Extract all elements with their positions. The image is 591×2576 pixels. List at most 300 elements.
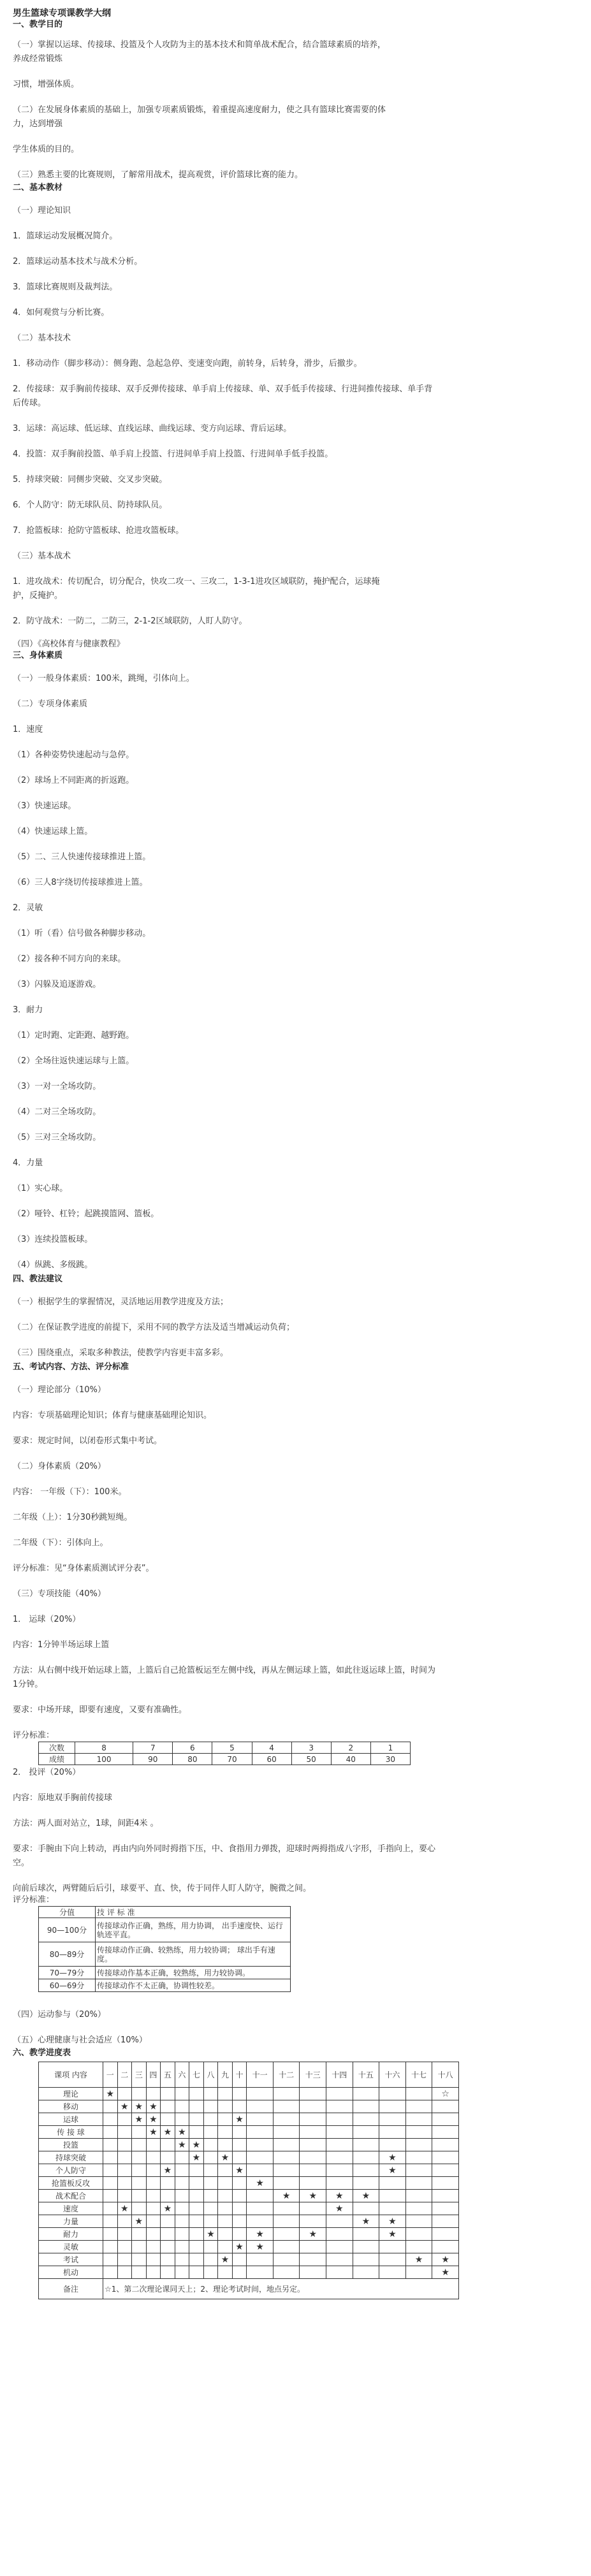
- table-cell: 次数: [39, 1742, 75, 1754]
- schedule-cell: [405, 2202, 432, 2215]
- week-header: 十五: [353, 2062, 379, 2088]
- paragraph: （二）基本技术: [13, 333, 71, 343]
- schedule-cell: [189, 2253, 204, 2266]
- schedule-table: [38, 2062, 459, 2299]
- schedule-cell: [273, 2126, 300, 2139]
- week-header: 十六: [379, 2062, 406, 2088]
- schedule-cell: [103, 2228, 118, 2241]
- schedule-cell: [379, 2241, 406, 2253]
- schedule-cell: [146, 2088, 161, 2100]
- paragraph: （2）接各种不同方向的来球。: [13, 954, 126, 964]
- table-cell: 6: [173, 1742, 212, 1754]
- schedule-cell: [300, 2151, 326, 2164]
- schedule-cell: [232, 2151, 247, 2164]
- schedule-cell: [247, 2266, 274, 2279]
- schedule-cell: [353, 2266, 379, 2279]
- star-icon: ★: [379, 2151, 406, 2164]
- paragraph: （二）专项身体素质: [13, 699, 88, 709]
- week-header: 五: [161, 2062, 175, 2088]
- star-icon: ★: [353, 2190, 379, 2202]
- schedule-cell: [300, 2100, 326, 2113]
- star-icon: ★: [232, 2164, 247, 2177]
- schedule-cell: [405, 2088, 432, 2100]
- star-icon: ★: [146, 2113, 161, 2126]
- schedule-cell: [379, 2126, 406, 2139]
- schedule-cell: [432, 2164, 459, 2177]
- schedule-cell: [247, 2253, 274, 2266]
- schedule-cell: [247, 2113, 274, 2126]
- schedule-cell: [117, 2164, 132, 2177]
- schedule-cell: [146, 2151, 161, 2164]
- schedule-cell: [161, 2215, 175, 2228]
- star-icon: ★: [432, 2253, 459, 2266]
- schedule-cell: [103, 2177, 118, 2190]
- schedule-cell: [405, 2215, 432, 2228]
- schedule-cell: [175, 2100, 189, 2113]
- paragraph: 空。: [13, 1858, 30, 1868]
- schedule-cell: [175, 2253, 189, 2266]
- schedule-cell: [379, 2088, 406, 2100]
- table-header-cell: 技 评 标 准: [96, 1907, 291, 1918]
- schedule-cell: [405, 2113, 432, 2126]
- schedule-cell: [300, 2215, 326, 2228]
- schedule-row: [39, 2100, 459, 2113]
- table-cell: 50: [291, 1754, 331, 1765]
- schedule-cell: [232, 2253, 247, 2266]
- week-header: 九: [218, 2062, 233, 2088]
- schedule-cell: [405, 2190, 432, 2202]
- schedule-cell: [146, 2228, 161, 2241]
- schedule-cell: [175, 2164, 189, 2177]
- star-icon: ★: [103, 2088, 118, 2100]
- week-header: 十: [232, 2062, 247, 2088]
- schedule-cell: [161, 2151, 175, 2164]
- star-icon: ★: [189, 2139, 204, 2151]
- schedule-cell: [132, 2126, 147, 2139]
- section-heading-exam: 五、考试内容、方法、评分标准: [13, 1362, 129, 1372]
- schedule-cell: [146, 2177, 161, 2190]
- schedule-cell: [218, 2228, 233, 2241]
- schedule-cell: [218, 2139, 233, 2151]
- schedule-cell: [117, 2228, 132, 2241]
- table-cell: 2: [331, 1742, 370, 1754]
- schedule-cell: [432, 2241, 459, 2253]
- table-cell: 7: [133, 1742, 173, 1754]
- week-header: 二: [117, 2062, 132, 2088]
- paragraph: 方法：两人面对站立，1球，间距4米 。: [13, 1819, 159, 1828]
- schedule-cell: [175, 2177, 189, 2190]
- schedule-cell: [161, 2241, 175, 2253]
- schedule-cell: [161, 2266, 175, 2279]
- schedule-cell: [300, 2164, 326, 2177]
- schedule-cell: [175, 2241, 189, 2253]
- schedule-cell: [432, 2202, 459, 2215]
- paragraph: （3）快速运球。: [13, 801, 77, 811]
- schedule-cell: [117, 2088, 132, 2100]
- paragraph: 要求：中场开球，即要有速度，又要有准确性。: [13, 1705, 187, 1715]
- schedule-cell: [175, 2266, 189, 2279]
- schedule-cell: [218, 2190, 233, 2202]
- schedule-cell: [247, 2100, 274, 2113]
- schedule-row: [39, 2241, 459, 2253]
- table-header-cell: 分值: [39, 1907, 96, 1918]
- schedule-cell: [117, 2215, 132, 2228]
- schedule-cell: [326, 2164, 353, 2177]
- schedule-cell: [175, 2113, 189, 2126]
- schedule-cell: [117, 2190, 132, 2202]
- paragraph: 1．移动动作（脚步移动）：侧身跑、急起急停、变速变向跑，前转身，后转身，滑步，后撤步。: [13, 359, 362, 368]
- schedule-cell: [203, 2088, 218, 2100]
- schedule-cell: [132, 2088, 147, 2100]
- paragraph: （五）心理健康与社会适应（10%）: [13, 2035, 147, 2045]
- paragraph: 后传球。: [13, 398, 47, 408]
- schedule-cell: [132, 2139, 147, 2151]
- table-cell: 90: [133, 1754, 173, 1765]
- paragraph: （三）基本战术: [13, 551, 71, 561]
- schedule-cell: [273, 2164, 300, 2177]
- schedule-cell: [203, 2100, 218, 2113]
- schedule-cell: [432, 2151, 459, 2164]
- paragraph: 内容：原地双手胸前传接球: [13, 1793, 113, 1803]
- paragraph: 评分标准：见“身体素质测试评分表”。: [13, 1564, 154, 1573]
- schedule-cell: [132, 2190, 147, 2202]
- schedule-cell: [432, 2228, 459, 2241]
- schedule-cell: [161, 2253, 175, 2266]
- schedule-cell: [132, 2253, 147, 2266]
- section-heading-schedule: 六、教学进度表: [13, 2048, 71, 2058]
- schedule-row-label: 灵敏: [39, 2241, 103, 2253]
- schedule-cell: [132, 2241, 147, 2253]
- schedule-cell: [405, 2266, 432, 2279]
- week-header: 十三: [300, 2062, 326, 2088]
- schedule-cell: [326, 2253, 353, 2266]
- schedule-cell: [189, 2126, 204, 2139]
- star-icon: ★: [247, 2228, 274, 2241]
- star-icon: ★: [218, 2151, 233, 2164]
- schedule-cell: [326, 2151, 353, 2164]
- schedule-cell: [103, 2164, 118, 2177]
- schedule-row-label: 个人防守: [39, 2164, 103, 2177]
- table-cell: 传接球动作正确、较熟练，用力较协调； 球出手有速度。: [96, 1942, 291, 1967]
- schedule-cell: [103, 2215, 118, 2228]
- schedule-cell: [326, 2139, 353, 2151]
- section-heading-materials: 二、基本教材: [13, 183, 63, 193]
- schedule-cell: [218, 2266, 233, 2279]
- schedule-cell: [189, 2100, 204, 2113]
- paragraph: （3）连续投篮板球。: [13, 1235, 93, 1244]
- schedule-cell: [326, 2088, 353, 2100]
- schedule-cell: [432, 2177, 459, 2190]
- hollow-star-icon: ☆: [432, 2088, 459, 2100]
- paragraph: （4）快速运球上篮。: [13, 827, 93, 836]
- schedule-cell: [353, 2253, 379, 2266]
- paragraph: 习惯，增强体质。: [13, 80, 80, 89]
- schedule-cell: [203, 2151, 218, 2164]
- paragraph: 2．灵敏: [13, 903, 43, 913]
- schedule-cell: [247, 2088, 274, 2100]
- schedule-row-label: 抢篮板反攻: [39, 2177, 103, 2190]
- week-header: 四: [146, 2062, 161, 2088]
- star-icon: ★: [175, 2139, 189, 2151]
- star-icon: ★: [379, 2215, 406, 2228]
- schedule-cell: [353, 2177, 379, 2190]
- schedule-cell: [353, 2139, 379, 2151]
- schedule-cell: [379, 2253, 406, 2266]
- document-title: 男生篮球专项课教学大纲: [13, 8, 111, 18]
- schedule-cell: [203, 2202, 218, 2215]
- schedule-row-label: 力量: [39, 2215, 103, 2228]
- schedule-cell: [353, 2202, 379, 2215]
- schedule-cell: [146, 2241, 161, 2253]
- schedule-cell: [218, 2088, 233, 2100]
- schedule-row-label: 运球: [39, 2113, 103, 2126]
- schedule-cell: [353, 2100, 379, 2113]
- schedule-row: [39, 2164, 459, 2177]
- paragraph: （4）二对三全场攻防。: [13, 1107, 101, 1117]
- schedule-cell: [146, 2139, 161, 2151]
- table-cell: 4: [252, 1742, 291, 1754]
- star-icon: ★: [247, 2177, 274, 2190]
- schedule-cell: [203, 2126, 218, 2139]
- schedule-cell: [405, 2228, 432, 2241]
- paragraph: 4．如何观赏与分析比赛。: [13, 308, 110, 317]
- schedule-cell: [405, 2126, 432, 2139]
- table-cell: 30: [370, 1754, 410, 1765]
- schedule-cell: [146, 2266, 161, 2279]
- schedule-cell: [218, 2100, 233, 2113]
- schedule-row-label: 投篮: [39, 2139, 103, 2151]
- paragraph: （四）《高校体育与健康教程》: [13, 639, 125, 649]
- schedule-cell: [161, 2100, 175, 2113]
- schedule-cell: [218, 2215, 233, 2228]
- schedule-cell: [161, 2113, 175, 2126]
- star-icon: ★: [146, 2126, 161, 2139]
- schedule-cell: [300, 2202, 326, 2215]
- schedule-cell: [232, 2202, 247, 2215]
- schedule-cell: [353, 2113, 379, 2126]
- star-icon: ★: [247, 2241, 274, 2253]
- table-cell: 传接球动作基本正确，较熟练，用力较协调。: [96, 1967, 291, 1979]
- schedule-cell: [326, 2241, 353, 2253]
- paragraph: 3．耐力: [13, 1005, 43, 1015]
- schedule-cell: [161, 2139, 175, 2151]
- paragraph: 二年级（上）：1分30秒跳短绳。: [13, 1513, 133, 1522]
- schedule-cell: [432, 2190, 459, 2202]
- star-icon: ★: [300, 2228, 326, 2241]
- star-icon: ★: [189, 2151, 204, 2164]
- schedule-cell: [132, 2202, 147, 2215]
- schedule-cell: [203, 2215, 218, 2228]
- schedule-cell: [353, 2164, 379, 2177]
- week-header: 十四: [326, 2062, 353, 2088]
- star-icon: ★: [353, 2215, 379, 2228]
- schedule-cell: [326, 2126, 353, 2139]
- table-row: [39, 1942, 291, 1967]
- star-icon: ★: [326, 2190, 353, 2202]
- star-icon: ★: [132, 2215, 147, 2228]
- schedule-cell: [189, 2177, 204, 2190]
- schedule-cell: [146, 2215, 161, 2228]
- star-icon: ★: [203, 2228, 218, 2241]
- week-header: 三: [132, 2062, 147, 2088]
- schedule-cell: [146, 2190, 161, 2202]
- schedule-cell: [232, 2100, 247, 2113]
- schedule-cell: [273, 2113, 300, 2126]
- week-header: 十七: [405, 2062, 432, 2088]
- schedule-cell: [103, 2266, 118, 2279]
- paragraph: （一）理论部分（10%）: [13, 1385, 106, 1395]
- table-corner-cell: [39, 2062, 103, 2088]
- schedule-cell: [103, 2151, 118, 2164]
- table-row: [39, 1742, 411, 1754]
- schedule-row: [39, 2215, 459, 2228]
- paragraph: （1）实心球。: [13, 1184, 68, 1193]
- paragraph: （一）一般身体素质：100米，跳绳，引体向上。: [13, 674, 194, 683]
- schedule-cell: [218, 2177, 233, 2190]
- schedule-cell: [203, 2190, 218, 2202]
- schedule-row-label: 理论: [39, 2088, 103, 2100]
- schedule-cell: [300, 2113, 326, 2126]
- schedule-cell: [189, 2266, 204, 2279]
- schedule-cell: [232, 2215, 247, 2228]
- schedule-row: [39, 2190, 459, 2202]
- schedule-cell: [432, 2113, 459, 2126]
- schedule-cell: [175, 2190, 189, 2202]
- schedule-cell: [117, 2253, 132, 2266]
- paragraph: 2． 投评（20%）: [13, 1768, 81, 1777]
- schedule-cell: [203, 2113, 218, 2126]
- schedule-cell: [103, 2113, 118, 2126]
- star-icon: ★: [161, 2126, 175, 2139]
- section-heading-fitness: 三、身体素质: [13, 651, 63, 660]
- table-cell: 70: [212, 1754, 252, 1765]
- schedule-row: [39, 2151, 459, 2164]
- schedule-cell: [117, 2139, 132, 2151]
- schedule-cell: [203, 2164, 218, 2177]
- paragraph: 1．篮球运动发展概况简介。: [13, 231, 118, 241]
- schedule-cell: [273, 2139, 300, 2151]
- week-header: 十八: [432, 2062, 459, 2088]
- schedule-cell: [189, 2241, 204, 2253]
- schedule-cell: [273, 2100, 300, 2113]
- schedule-cell: [353, 2126, 379, 2139]
- schedule-cell: [175, 2215, 189, 2228]
- schedule-cell: [117, 2241, 132, 2253]
- schedule-cell: [218, 2241, 233, 2253]
- star-icon: ★: [218, 2253, 233, 2266]
- schedule-cell: [189, 2215, 204, 2228]
- paragraph: （三）专项技能（40%）: [13, 1589, 106, 1599]
- schedule-cell: [203, 2139, 218, 2151]
- schedule-cell: [175, 2202, 189, 2215]
- schedule-cell: [432, 2100, 459, 2113]
- schedule-cell: [103, 2202, 118, 2215]
- schedule-cell: [273, 2202, 300, 2215]
- schedule-cell: [379, 2113, 406, 2126]
- schedule-cell: [405, 2100, 432, 2113]
- table-cell: 成绩: [39, 1754, 75, 1765]
- schedule-cell: [326, 2266, 353, 2279]
- paragraph: 方法：从右侧中线开始运球上篮，上篮后自己抢篮板运至左侧中线，再从左侧运球上篮，如此往返运球上篮，时间为: [13, 1666, 436, 1675]
- paragraph: 4．投篮：双手胸前投篮、单手肩上投篮、行进间单手肩上投篮、行进间单手低手投篮。: [13, 449, 333, 459]
- paragraph: （三）熟悉主要的比赛规则，了解常用战术，提高观赏，评价篮球比赛的能力。: [13, 170, 303, 180]
- week-header: 八: [203, 2062, 218, 2088]
- schedule-cell: [273, 2088, 300, 2100]
- table-cell: 70—79分: [39, 1967, 96, 1979]
- schedule-cell: [203, 2241, 218, 2253]
- schedule-cell: [117, 2126, 132, 2139]
- schedule-cell: [432, 2215, 459, 2228]
- paragraph: 1．速度: [13, 725, 43, 734]
- schedule-row: [39, 2139, 459, 2151]
- week-header: 十一: [247, 2062, 274, 2088]
- paragraph: 6．个人防守：防无球队员、防持球队员。: [13, 500, 168, 510]
- paragraph: （1）定时跑、定距跑、越野跑。: [13, 1031, 135, 1040]
- paragraph: 二年级（下）：引体向上。: [13, 1538, 108, 1548]
- schedule-cell: [300, 2139, 326, 2151]
- table-header-row: [39, 2062, 459, 2088]
- star-icon: ★: [232, 2113, 247, 2126]
- schedule-cell: [247, 2215, 274, 2228]
- star-icon: ★: [273, 2190, 300, 2202]
- paragraph: 7．抢篮板球：抢防守篮板球、抢进攻篮板球。: [13, 526, 184, 535]
- schedule-cell: [300, 2241, 326, 2253]
- schedule-cell: [432, 2126, 459, 2139]
- schedule-row: [39, 2253, 459, 2266]
- schedule-cell: [300, 2177, 326, 2190]
- schedule-row-label: 移动: [39, 2100, 103, 2113]
- schedule-cell: [326, 2177, 353, 2190]
- schedule-row: [39, 2088, 459, 2100]
- paragraph: （3）闪躲及追逐游戏。: [13, 980, 101, 989]
- schedule-cell: [353, 2088, 379, 2100]
- paragraph: （2）哑铃、杠铃；起跳摸篮网、篮板。: [13, 1209, 159, 1219]
- table-cell: 3: [291, 1742, 331, 1754]
- schedule-cell: [300, 2266, 326, 2279]
- schedule-row: [39, 2113, 459, 2126]
- paragraph: 内容：1分钟半场运球上篮: [13, 1640, 110, 1650]
- table-cell: 100: [75, 1754, 133, 1765]
- schedule-cell: [432, 2139, 459, 2151]
- schedule-cell: [203, 2177, 218, 2190]
- table-row: [39, 1979, 291, 1992]
- star-icon: ★: [161, 2164, 175, 2177]
- schedule-cell: [353, 2241, 379, 2253]
- paragraph: （2）球场上不同距离的折返跑。: [13, 776, 135, 785]
- paragraph: （四）运动参与（20%）: [13, 2010, 106, 2019]
- remark-text: ☆1、第二次理论课同天上；2、理论考试时间，地点另定。: [103, 2279, 459, 2299]
- schedule-cell: [353, 2228, 379, 2241]
- star-icon: ★: [175, 2126, 189, 2139]
- schedule-cell: [132, 2151, 147, 2164]
- schedule-cell: [218, 2113, 233, 2126]
- paragraph: 4．力量: [13, 1158, 43, 1168]
- schedule-cell: [117, 2151, 132, 2164]
- star-icon: ★: [232, 2241, 247, 2253]
- schedule-row: [39, 2177, 459, 2190]
- schedule-cell: [103, 2190, 118, 2202]
- schedule-cell: [273, 2215, 300, 2228]
- schedule-cell: [117, 2266, 132, 2279]
- star-icon: ★: [132, 2100, 147, 2113]
- schedule-cell: [273, 2177, 300, 2190]
- schedule-cell: [189, 2190, 204, 2202]
- section-heading-teaching-advice: 四、教法建议: [13, 1274, 63, 1284]
- star-icon: ★: [326, 2202, 353, 2215]
- schedule-cell: [273, 2228, 300, 2241]
- week-header: 七: [189, 2062, 204, 2088]
- schedule-cell: [232, 2177, 247, 2190]
